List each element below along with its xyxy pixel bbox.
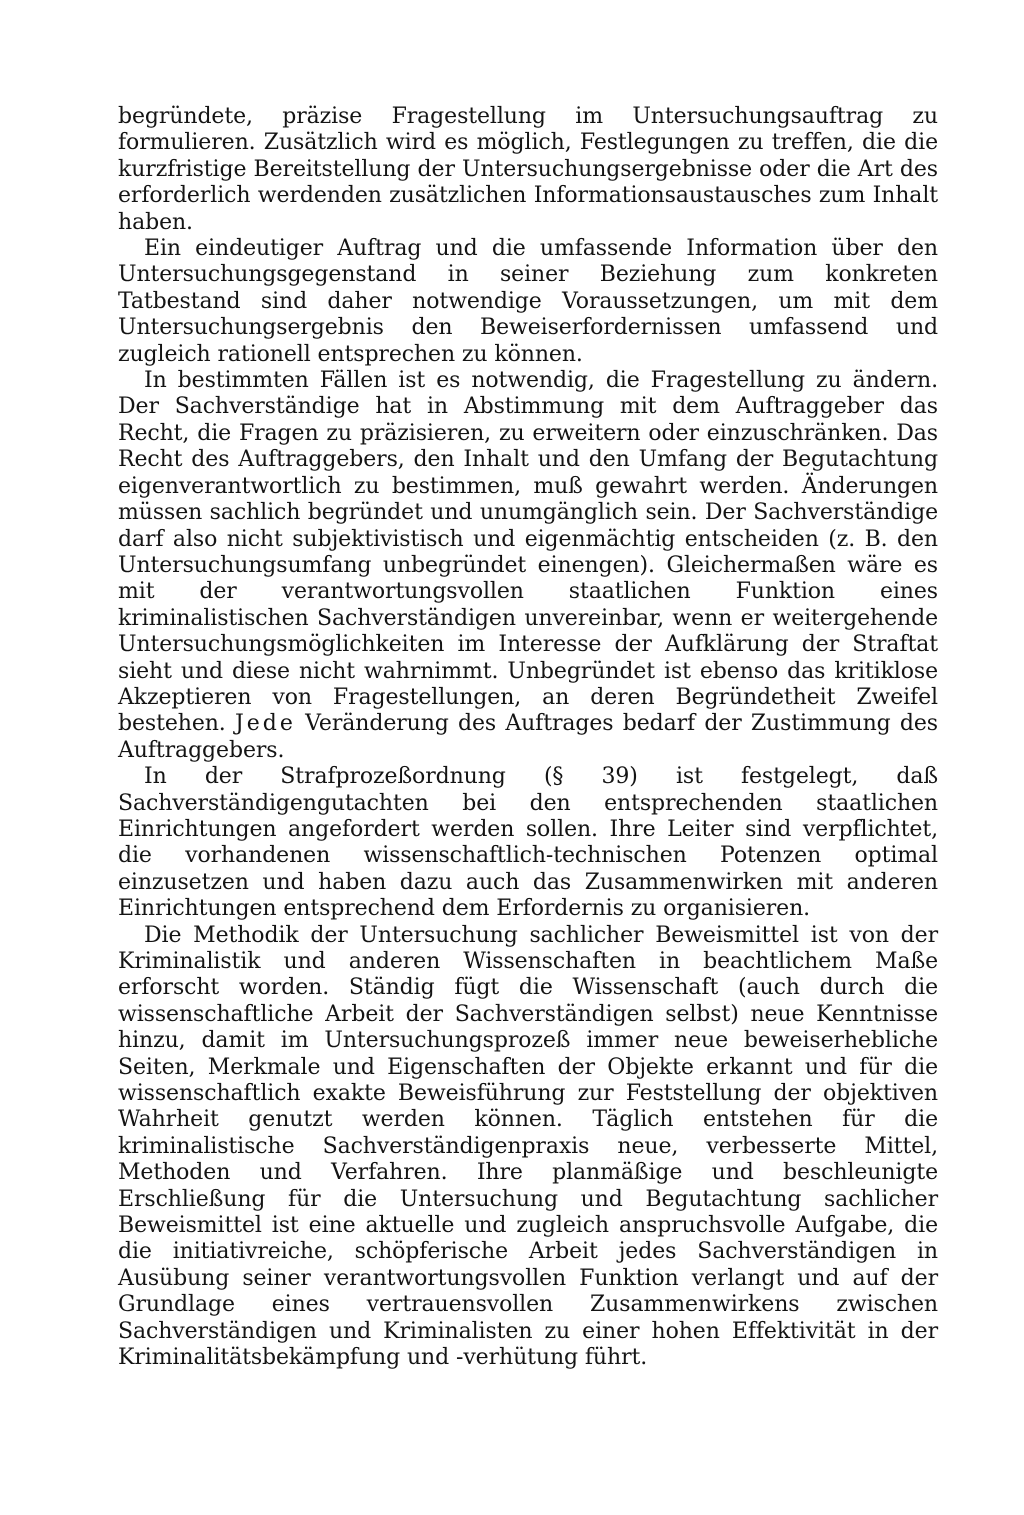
paragraph-3-tail: Veränderung des Auftrages bedarf der Zustimmung des Auftraggebers. <box>118 711 938 763</box>
paragraph-3-text: In bestimmten Fällen ist es notwendig, die Fragestellung zu ändern. Der Sachverständige hat in Abstimmung mit dem Auftraggeber das Recht, die Fragen zu präzisieren, zu erweitern oder einzuschränken. Das Recht des Auftraggebers, den Inhalt und den Umfang der Begutachtung eigenverantwortlich zu bestimmen, muß gewahrt werden. Änderungen müssen sachlich begründet und unumgänglich sein. Der Sachverständige darf also nicht subjektivistisch und eigenmächtig entscheiden (z. B. den Untersuchungsumfang unbegründet einengen). Gleichermaßen wäre es mit der verantwortungsvollen staatlichen Funktion eines kriminalistischen Sachverständigen unvereinbar, wenn er weitergehende Untersuchungsmöglichkeiten im Interesse der Aufklärung der Straftat sieht und diese nicht wahrnimmt. Unbegründet ist ebenso das kritiklose Akzeptieren von Fragestellungen, an deren Begründetheit Zweifel bestehen. <box>118 368 938 737</box>
paragraph-2: Ein eindeutiger Auftrag und die umfassende Information über den Untersuchungsgegenstand in seiner Beziehung zum konkreten Tatbestand sind daher notwendige Voraussetzungen, um mit dem Untersuchungsergebnis den Beweiserfordernissen umfassend und zugleich rationell entsprechen zu können. <box>118 236 938 367</box>
emphasis-spaced-word: Jede <box>234 711 296 737</box>
body-text <box>118 104 938 1372</box>
paragraph-4: In der Strafprozeßordnung (§ 39) ist festgelegt, daß Sachverständigengutachten bei den entsprechenden staatlichen Einrichtungen angefordert werden sollen. Ihre Leiter sind verpflichtet, die vorhandenen wissenschaftlich-technischen Potenzen optimal einzusetzen und haben dazu auch das Zusammenwirken mit anderen Einrichtungen entsprechend dem Erfordernis zu organisieren. <box>118 764 938 922</box>
paragraph-5: Die Methodik der Untersuchung sachlicher Beweismittel ist von der Kriminalistik und anderen Wissenschaften in beachtlichem Maße erforscht worden. Ständig fügt die Wissenschaft (auch durch die wissenschaftliche Arbeit der Sachverständigen selbst) neue Kenntnisse hinzu, damit im Untersuchungsprozeß immer neue beweiserhebliche Seiten, Merkmale und Eigenschaften der Objekte erkannt und für die wissenschaftlich exakte Beweisführung zur Feststellung der objektiven Wahrheit genutzt werden können. Täglich entstehen für die kriminalistische Sachverständigenpraxis neue, verbesserte Mittel, Methoden und Verfahren. Ihre planmäßige und beschleunigte Erschließung für die Untersuchung und Begutachtung sachlicher Beweismittel ist eine aktuelle und zugleich anspruchsvolle Aufgabe, die die initiativreiche, schöpferische Arbeit jedes Sachverständigen in Ausübung seiner verantwortungsvollen Funktion verlangt und auf der Grundlage eines vertrauensvollen Zusammenwirkens zwischen Sachverständigen und Kriminalisten zu einer hohen Effektivität in der Kriminalitätsbekämpfung und -verhütung führt. <box>118 922 938 1371</box>
paragraph-1: begründete, präzise Fragestellung im Untersuchungsauftrag zu formulieren. Zusätzlich wird es möglich, Festlegungen zu treffen, die die kurzfristige Bereitstellung der Untersuchungsergebnisse oder die Art des erforderlich werdenden zusätzlichen Informationsaustausches zum Inhalt haben. <box>118 104 938 235</box>
paragraph-3 <box>118 368 938 764</box>
